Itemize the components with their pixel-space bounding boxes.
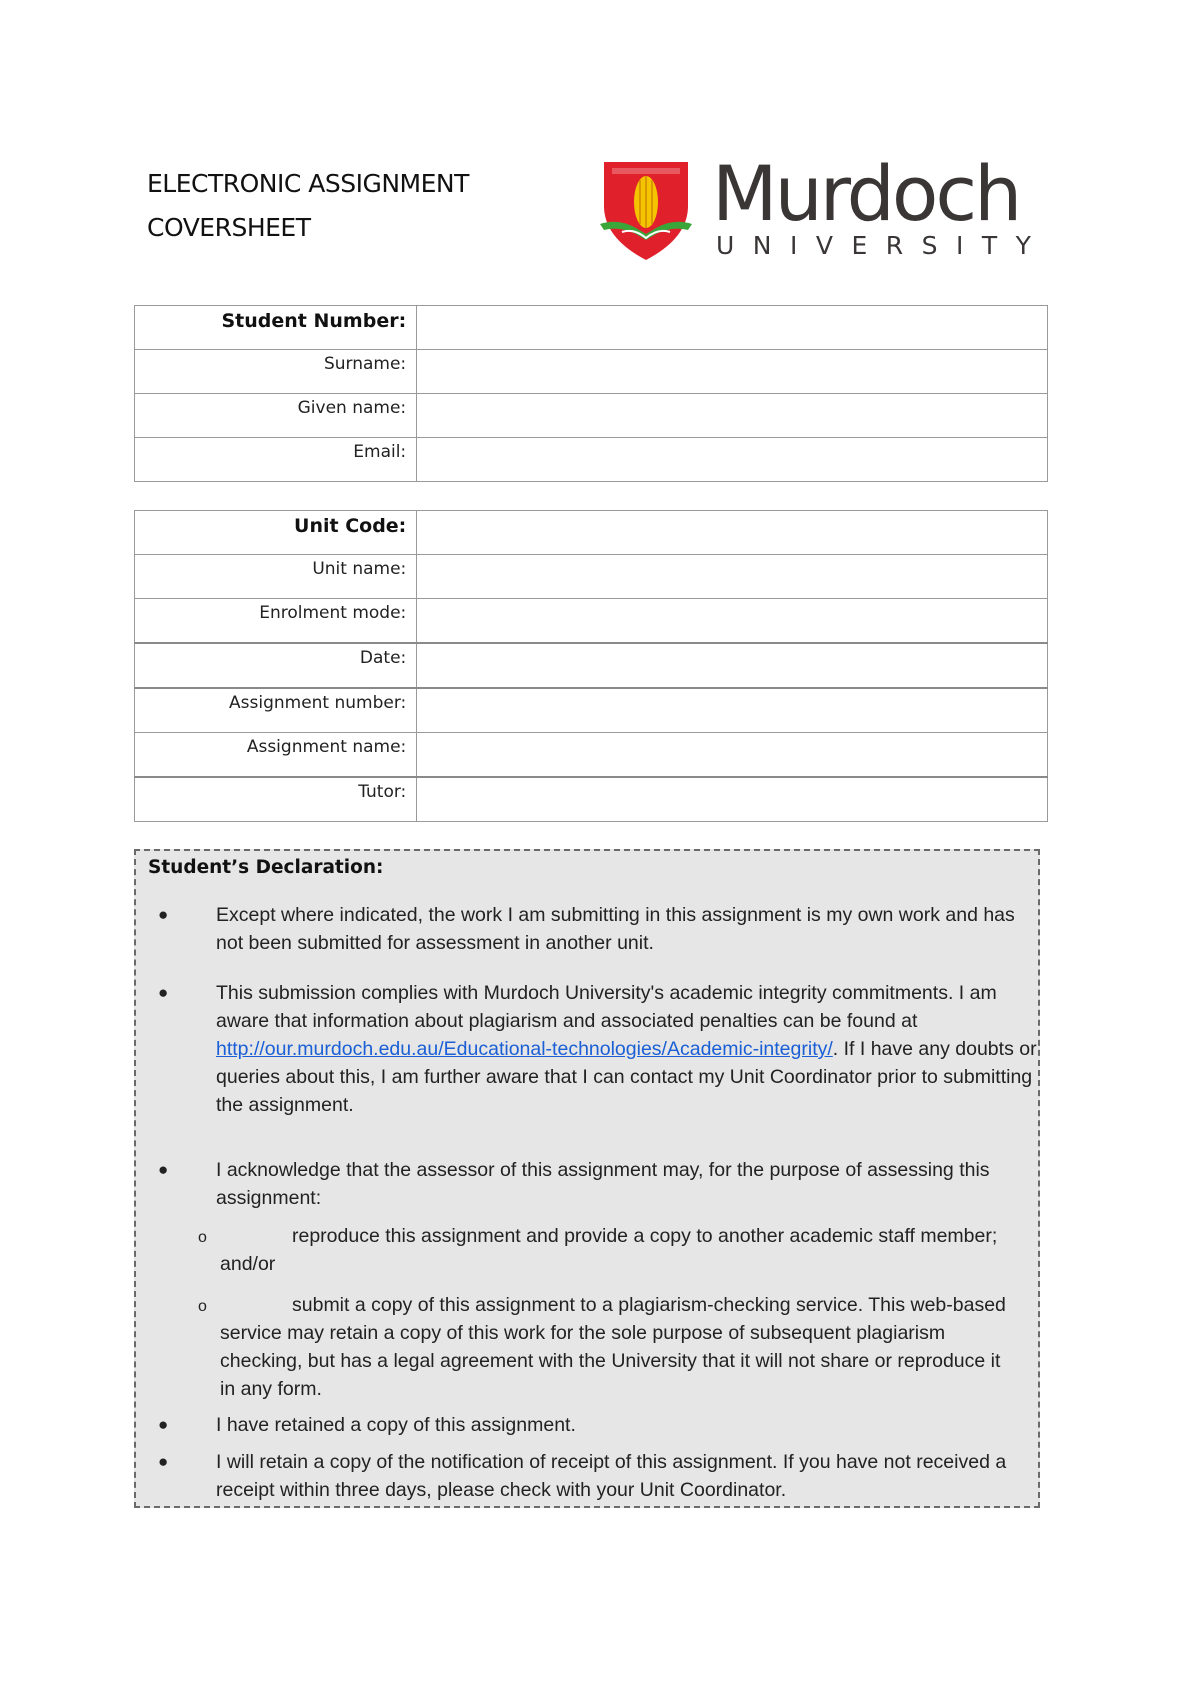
- assignment-name-label: Assignment name:: [135, 733, 417, 778]
- assignment-name-field[interactable]: [417, 733, 1048, 778]
- date-field[interactable]: [417, 643, 1048, 688]
- table-row: [135, 733, 1048, 778]
- declaration-text: Except where indicated, the work I am submitting in this assignment is my own work and has not been submitted for assessment in another unit.: [216, 904, 1015, 954]
- declaration-text-post: . If I have any doubts or queries about this, I am further aware that I can contact my Unit Coordinator prior to submitting the assignment.: [216, 1038, 1037, 1116]
- declaration-text: I will retain a copy of the notification of receipt of this assignment. If you have not received a receipt within three days, please check with your Unit Coordinator.: [216, 1451, 1007, 1501]
- enrolment-mode-field[interactable]: [417, 599, 1048, 644]
- unit-code-label: Unit Code:: [135, 511, 417, 555]
- email-field[interactable]: [417, 438, 1048, 482]
- unit-name-label: Unit name:: [135, 555, 417, 599]
- declaration-text: [216, 979, 1046, 1119]
- table-row: [135, 350, 1048, 394]
- table-row: [135, 394, 1048, 438]
- declaration-text: I acknowledge that the assessor of this assignment may, for the purpose of assessing this assignment:: [216, 1159, 990, 1209]
- declaration-text-pre: This submission complies with Murdoch University's academic integrity commitments. I am aware that information about plagiarism and associated penalties can be found at: [216, 982, 997, 1032]
- table-row: [135, 438, 1048, 482]
- student-number-field[interactable]: [417, 306, 1048, 350]
- bullet-icon: ●: [158, 1452, 169, 1471]
- table-row: [135, 777, 1048, 822]
- tutor-field[interactable]: [417, 777, 1048, 822]
- page-title: [147, 162, 567, 250]
- declaration-title: Student’s Declaration:: [148, 857, 384, 878]
- bullet-icon: ●: [158, 1160, 169, 1179]
- unit-details-table: [134, 510, 1048, 822]
- logo-wordmark: Murdoch: [712, 149, 1020, 238]
- table-row: [135, 643, 1048, 688]
- unit-name-field[interactable]: [417, 555, 1048, 599]
- assignment-number-label: Assignment number:: [135, 688, 417, 733]
- assignment-number-field[interactable]: [417, 688, 1048, 733]
- crest-icon: [600, 158, 692, 262]
- table-row: [135, 306, 1048, 350]
- circle-bullet-icon: o: [198, 1298, 207, 1315]
- given-name-field[interactable]: [417, 394, 1048, 438]
- bullet-icon: ●: [158, 1415, 169, 1434]
- table-row: [135, 599, 1048, 644]
- student-declaration-box: [134, 849, 1040, 1508]
- title-line-2: COVERSHEET: [147, 213, 311, 242]
- logo-subtitle: UNIVERSITY: [716, 231, 1050, 260]
- academic-integrity-link[interactable]: http://our.murdoch.edu.au/Educational-technologies/Academic-integrity/: [216, 1038, 833, 1060]
- table-row: [135, 688, 1048, 733]
- bullet-icon: ●: [158, 905, 169, 924]
- declaration-subtext: submit a copy of this assignment to a plagiarism-checking service. This web-based service may retain a copy of this work for the sole purpose of subsequent plagiarism checking, but has a legal agreement with the University that it will not share or reproduce it in any form.: [220, 1294, 1006, 1400]
- email-label: Email:: [135, 438, 417, 482]
- surname-label: Surname:: [135, 350, 417, 394]
- student-number-label: Student Number:: [135, 306, 417, 350]
- enrolment-mode-label: Enrolment mode:: [135, 599, 417, 644]
- title-line-1: ELECTRONIC ASSIGNMENT: [147, 169, 469, 198]
- tutor-label: Tutor:: [135, 777, 417, 822]
- bullet-icon: ●: [158, 983, 169, 1002]
- declaration-text: I have retained a copy of this assignment.: [216, 1414, 576, 1436]
- table-row: [135, 555, 1048, 599]
- declaration-subtext: reproduce this assignment and provide a copy to another academic staff member; and/or: [220, 1225, 998, 1275]
- date-label: Date:: [135, 643, 417, 688]
- circle-bullet-icon: o: [198, 1229, 207, 1246]
- table-row: [135, 511, 1048, 555]
- unit-code-field[interactable]: [417, 511, 1048, 555]
- student-details-table: [134, 305, 1048, 482]
- given-name-label: Given name:: [135, 394, 417, 438]
- murdoch-logo: [600, 149, 1050, 268]
- surname-field[interactable]: [417, 350, 1048, 394]
